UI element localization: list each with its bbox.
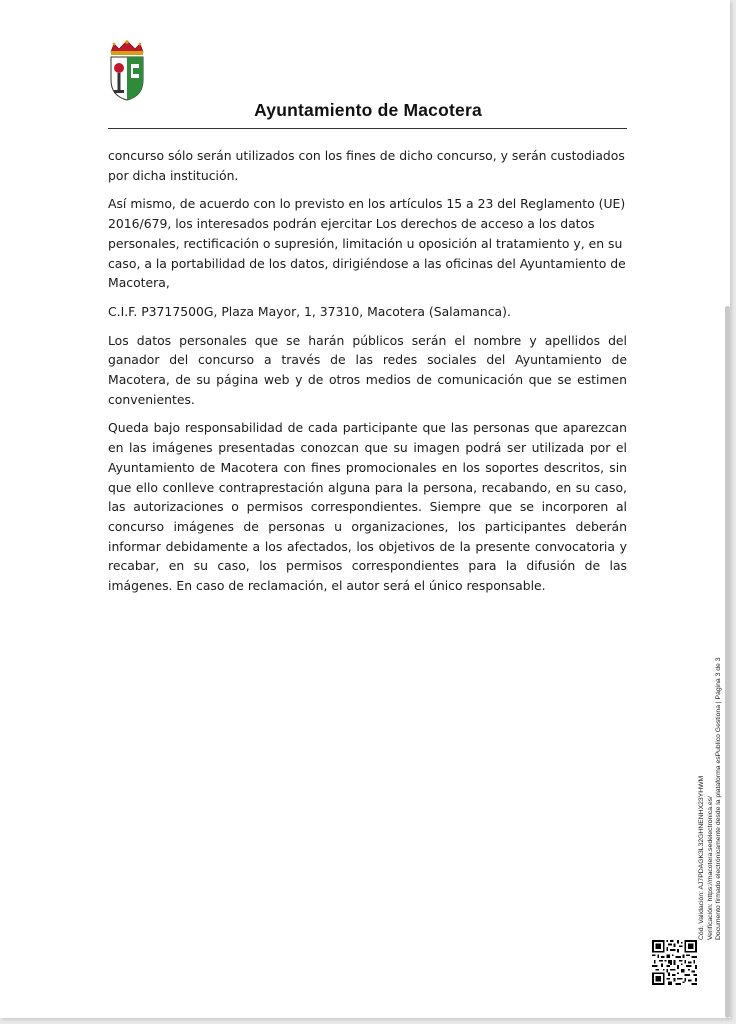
municipal-coat-of-arms-icon: [106, 38, 148, 102]
paragraph: concurso sólo serán utilizados con los fines de dicho concurso, y serán custodiados por dicha institución.: [108, 148, 625, 183]
signature-note: Documento firmado electrónicamente desde la plataforma esPublico Gestiona | Página 3 de 3: [715, 657, 723, 940]
paragraph: Los datos personales que se harán públicos serán el nombre y apellidos del ganador del concurso a través de las redes sociales del Ayuntamiento de Macotera, de su página web y de otros medios de comunicación que se estimen convenientes.: [108, 332, 627, 407]
vertical-scrollbar[interactable]: [725, 306, 730, 1018]
paragraph: Así mismo, de acuerdo con lo previsto en los artículos 15 a 23 del Reglamento (UE) 2016/679, los interesados podrán ejercitar Los derechos de acceso a los datos personales, rectificación o supresión, limitación u oposición al tratamiento y, en su caso, a la portabilidad de los datos, dirigiéndose a las oficinas del Ayuntamiento de Macotera,: [108, 196, 626, 291]
header-divider: [108, 128, 627, 129]
document-body: [108, 146, 627, 605]
verification-link[interactable]: Verificación: https://macotera.sedelectronica.es/: [706, 796, 714, 940]
paragraph: C.I.F. P3717500G, Plaza Mayor, 1, 37310, Macotera (Salamanca).: [108, 303, 511, 319]
validation-code: Cód. Validación: AJ7PDAGK3L32GHNENHX23YHWM: [698, 775, 705, 940]
verification-stamp: [698, 620, 724, 940]
qr-code-icon[interactable]: [652, 940, 697, 985]
paragraph: Queda bajo responsabilidad de cada participante que las personas que aparezcan en las imágenes presentadas conozcan que su imagen podrá ser utilizada por el Ayuntamiento de Macotera con fines promocionales en los soportes descritos, sin que ello conlleve contraprestación alguna para la persona, recabando, en su caso, las autorizaciones o permisos correspondientes. Siempre que se incorporen al concurso imágenes de personas u organizaciones, los participantes deberán informar debidamente a los afectados, los objetivos de la presente convocatoria y recabar, en su caso, los permisos correspondientes para la difusión de las imágenes. En caso de reclamación, el autor será el único responsable.: [108, 420, 627, 594]
page-title: Ayuntamiento de Macotera: [254, 100, 482, 120]
